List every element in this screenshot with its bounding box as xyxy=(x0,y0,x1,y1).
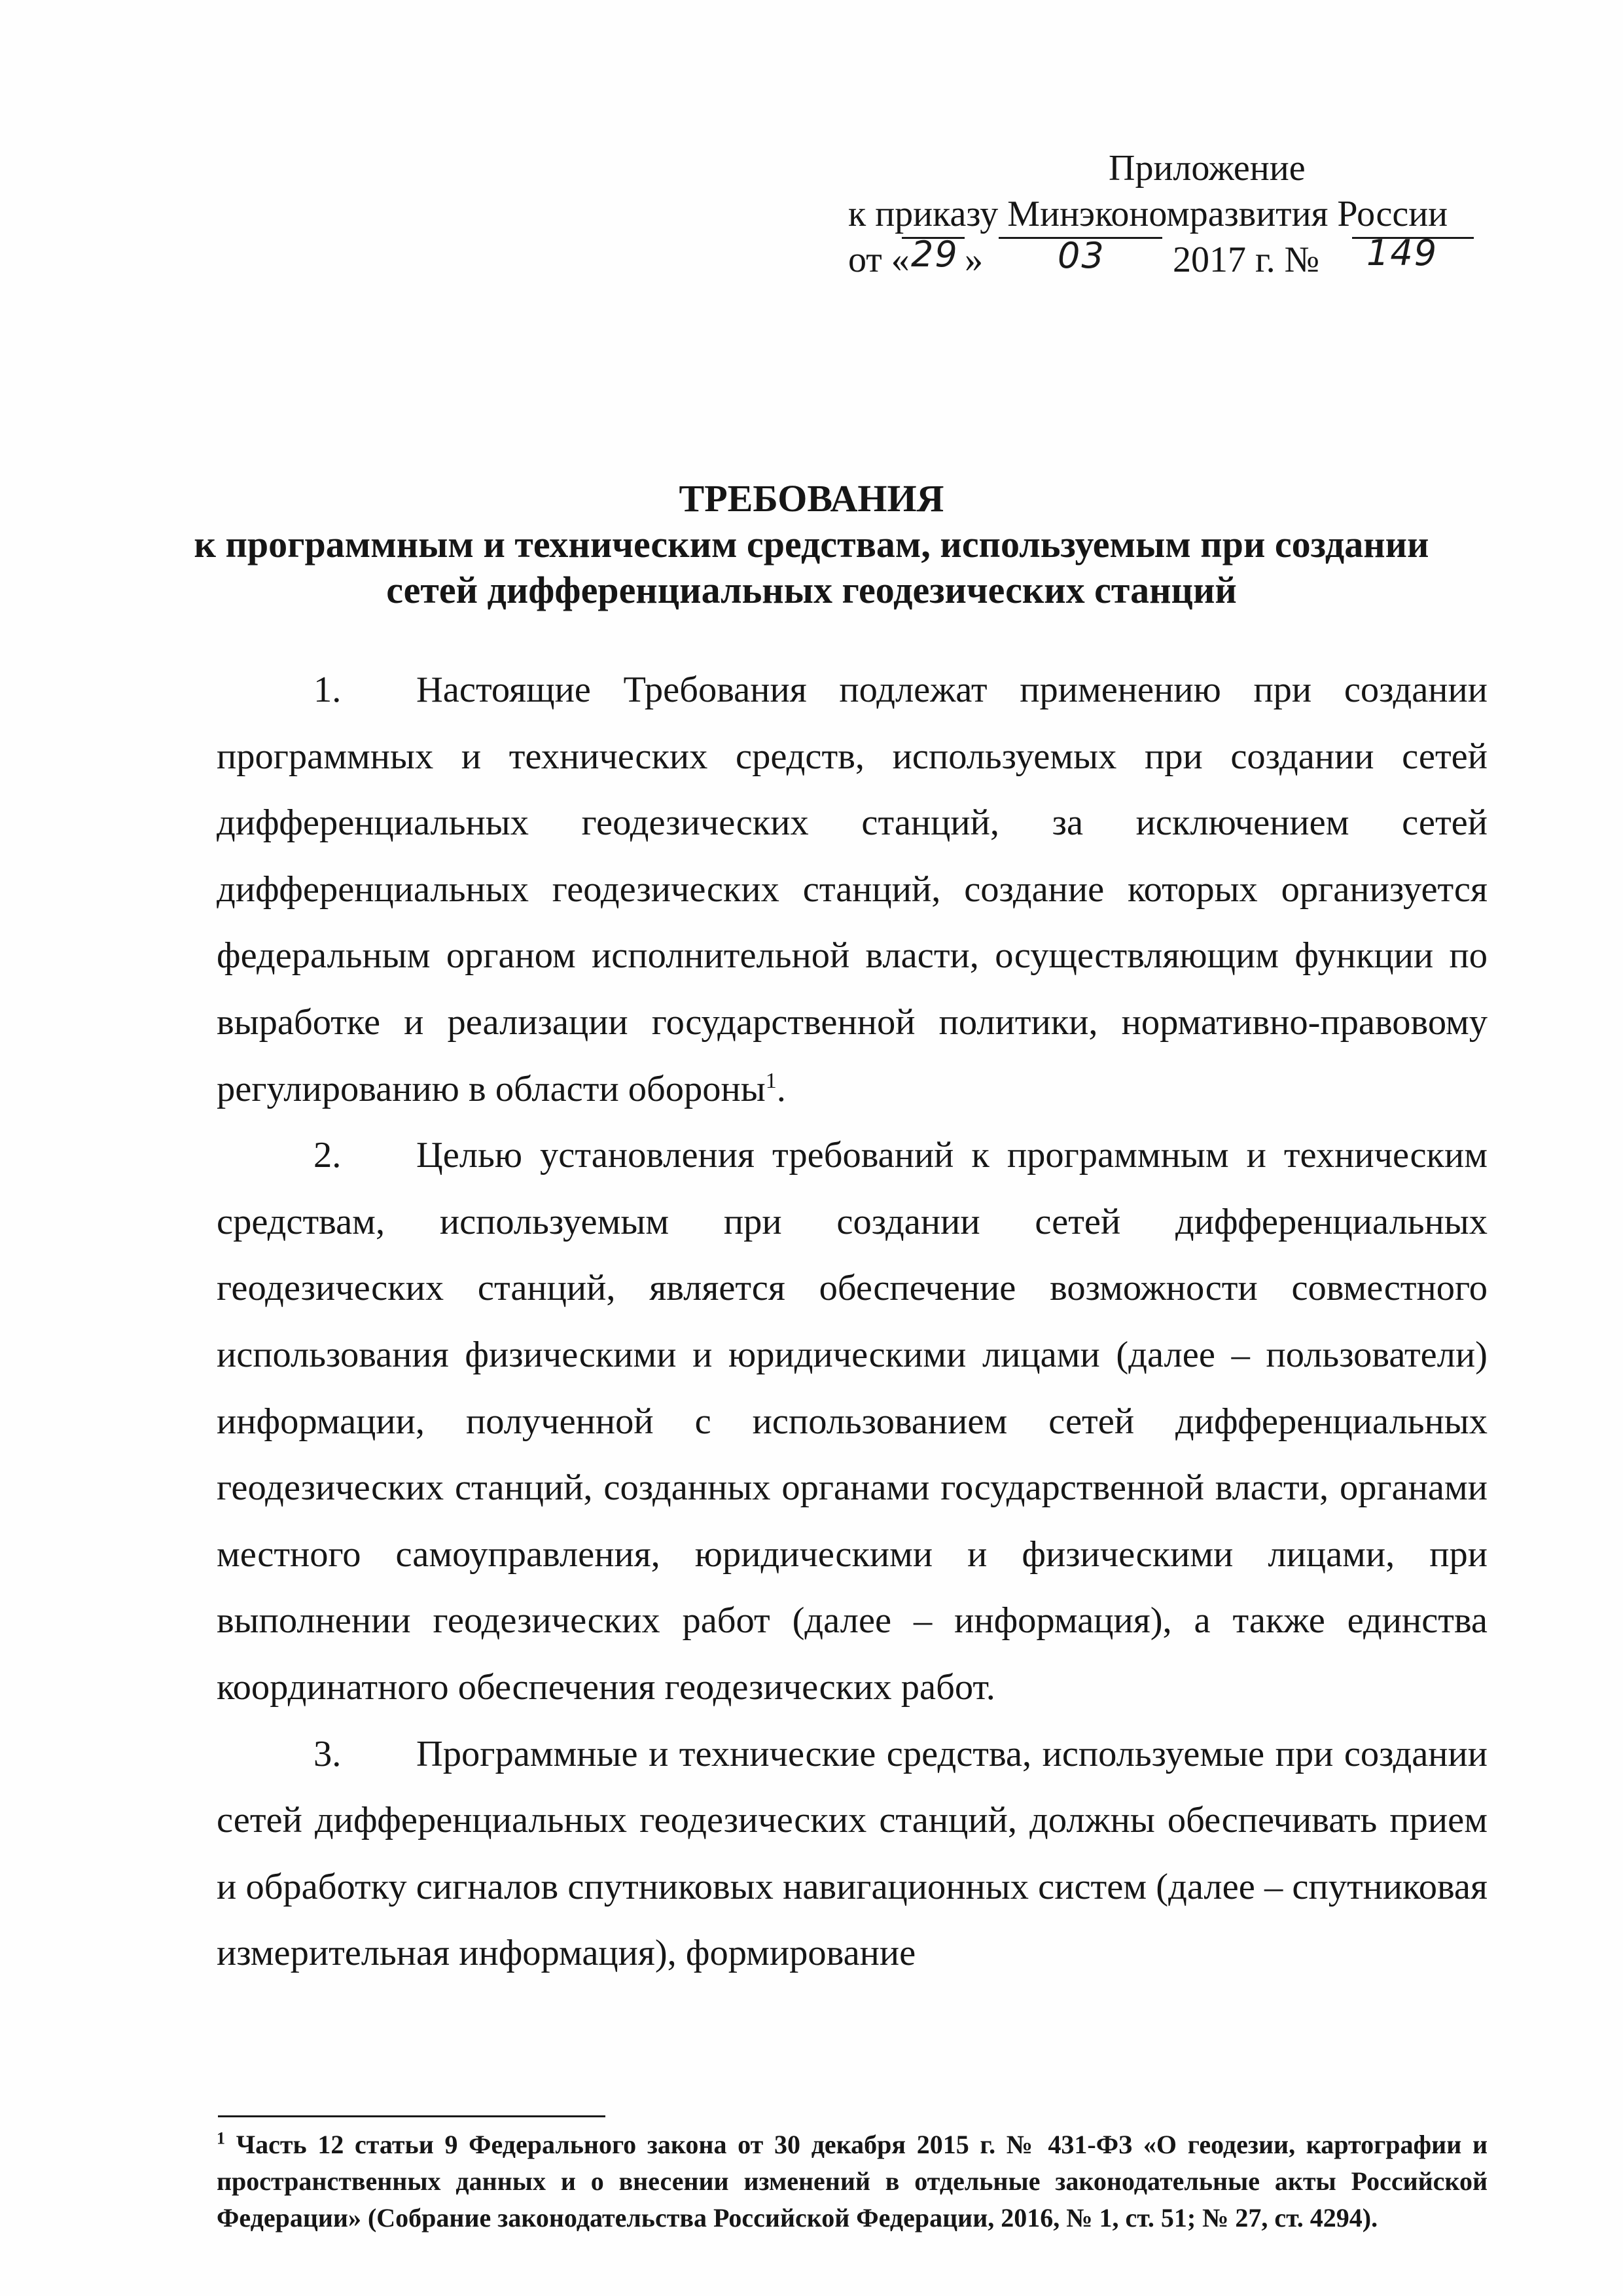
footnote-separator xyxy=(218,2115,605,2117)
paragraph-end: . xyxy=(776,1068,786,1109)
date-prefix: от « xyxy=(848,240,910,280)
appendix-label: Приложение xyxy=(1109,148,1306,188)
appendix-order-line: к приказу Минэкономразвития России xyxy=(848,194,1448,234)
handwritten-day: 29 xyxy=(911,234,959,275)
title-line-1: к программным и техническим средствам, используемым при создании xyxy=(194,523,1429,565)
footnote xyxy=(217,2126,1488,2236)
footnote-reference: 1 xyxy=(765,1068,777,1093)
footnote-text: Часть 12 статьи 9 Федерального закона от 30 декабря 2015 г. № 431-ФЗ «О геодезии, картографии и пространственных данных и о внесении изменений в отдельные законодательные акты Российской Федерации» (Собрание законодательства Российской Федерации, 2016, № 1, ст. 51; № 27, ст. 4294). xyxy=(217,2130,1488,2233)
paragraph-number: 1. xyxy=(313,670,342,710)
paragraph-number: 2. xyxy=(313,1135,342,1176)
year-and-number-label: 2017 г. № xyxy=(1173,240,1320,280)
paragraph-text: Настоящие Требования подлежат применению при создании программных и технических средств, используемых при создании сетей дифференциальных геодезических станций, за исключением сетей дифференциальных геодезических станций, создание которых организуется федеральным органом исполнительной власти, осуществляющим функции по выработке и реализации государственной политики, нормативно-правовому регулированию в области обороны xyxy=(217,670,1488,1109)
paragraph-text: Целью установления требований к программным и техническим средствам, используемым при создании сетей дифференциальных геодезических станций, является обеспечение возможности совместного использования физическими и юридическими лицами (далее – пользователи) информации, полученной с использованием сетей дифференциальных геодезических станций, созданных органами государственной власти, органами местного самоуправления, юридическими и физическими лицами, при выполнении геодезических работ (далее – информация), а также единства координатного обеспечения геодезических работ. xyxy=(217,1135,1488,1708)
document-title xyxy=(131,476,1492,613)
paragraph-number: 3. xyxy=(313,1733,342,1774)
handwritten-month: 03 xyxy=(1058,235,1105,276)
paragraph-1 xyxy=(217,657,1488,1122)
appendix-date-line xyxy=(848,232,1476,283)
paragraph-text: Программные и технические средства, используемые при создании сетей дифференциальных геодезических станций, должны обеспечивать прием и обработку сигналов спутниковых навигационных систем (далее – спутниковая измерительная информация), формирование xyxy=(217,1733,1488,1974)
paragraph-2 xyxy=(217,1122,1488,1721)
title-heading: ТРЕБОВАНИЯ xyxy=(679,477,944,520)
title-line-2: сетей дифференциальных геодезических станций xyxy=(386,569,1237,611)
document-body xyxy=(217,657,1488,1987)
footnote-marker: 1 xyxy=(217,2128,225,2148)
handwritten-number: 149 xyxy=(1366,232,1438,274)
day-close-quote: » xyxy=(965,240,983,280)
paragraph-3 xyxy=(217,1721,1488,1987)
appendix-header xyxy=(848,145,1476,283)
